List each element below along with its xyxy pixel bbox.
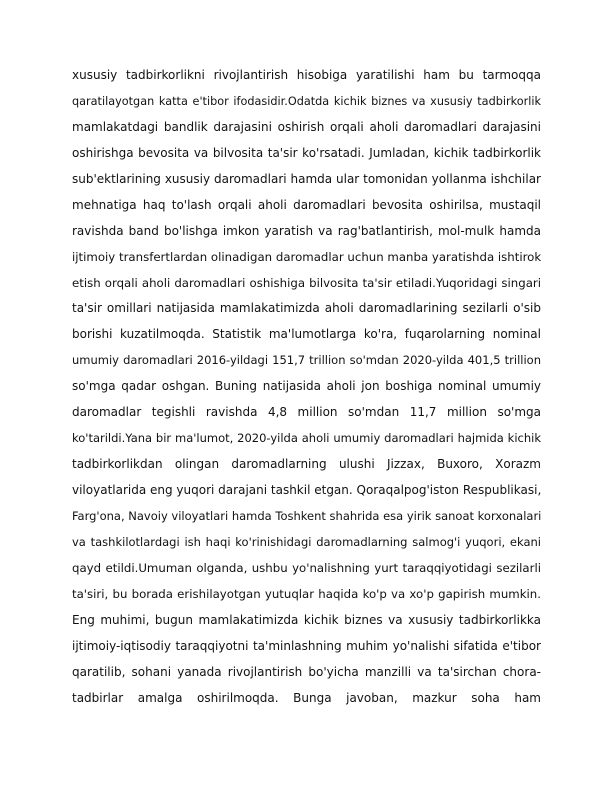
text-line: ijtimoiy transfertlardan olinadigan daromadlar uchun manba yaratishda ishtirok — [72, 249, 541, 264]
text-line: Eng muhimi, bugun mamlakatimizda kichik biznes va xususiy tadbirkorlikka — [72, 612, 541, 627]
text-line: tadbirkorlikdan olingan daromadlarning ulushi Jizzax, Buxoro, Xorazm — [72, 457, 541, 472]
text-line: va tashkilotlardagi ish haqi ko'rinishidagi daromadlarning salmog'i yuqori, ekani — [72, 534, 541, 549]
text-line: sub'ektlarining xususiy daromadlari hamda ular tomonidan yollanma ishchilar — [72, 171, 541, 186]
text-line: ijtimoiy-iqtisodiy taraqqiyotni ta'minlashning muhim yo'nalishi sifatida e'tibor — [72, 638, 541, 653]
text-line: qaratilayotgan katta e'tibor ifodasidir.Odatda kichik biznes va xususiy tadbirkorlik — [72, 94, 541, 108]
text-line: so'mga qadar oshgan. Buning natijasida aholi jon boshiga nominal umumiy — [72, 379, 541, 394]
text-line: ta'siri, bu borada erishilayotgan yutuqlar haqida ko'p va xo'p gapirish mumkin. — [72, 586, 541, 601]
text-line: qaratilib, sohani yanada rivojlantirish bo'yicha manzilli va ta'sirchan chora- — [72, 664, 541, 679]
text-line: mamlakatdagi bandlik darajasini oshirish orqali aholi daromadlari darajasini — [72, 119, 541, 134]
text-line: borishi kuzatilmoqda. Statistik ma'lumotlarga ko'ra, fuqarolarning nominal — [72, 327, 541, 342]
text-line: daromadlar tegishli ravishda 4,8 million so'mdan 11,7 million so'mga — [72, 405, 541, 420]
text-line: ko'tarildi.Yana bir ma'lumot, 2020-yilda aholi umumiy daromadlari hajmida kichik — [72, 431, 541, 446]
text-line: Farg'ona, Navoiy viloyatlari hamda Toshkent shahrida esa yirik sanoat korxonalari — [72, 508, 541, 523]
text-line: qayd etildi.Umuman olganda, ushbu yo'nalishning yurt taraqqiyotidagi sezilarli — [72, 560, 541, 575]
text-line: umumiy daromadlari 2016-yildagi 151,7 trillion so'mdan 2020-yilda 401,5 trillion — [72, 353, 541, 368]
text-line: viloyatlarida eng yuqori darajani tashkil etgan. Qoraqalpog'iston Respublikasi, — [72, 483, 541, 497]
text-line: tadbirlar amalga oshirilmoqda. Bunga javoban, mazkur soha ham — [72, 690, 541, 705]
text-line: ta'sir omillari natijasida mamlakatimizda aholi daromadlarining sezilarli o'sib — [72, 301, 541, 316]
text-line: oshirishga bevosita va bilvosita ta'sir ko'rsatadi. Jumladan, kichik tadbirkorlik — [72, 145, 541, 160]
text-line: etish orqali aholi daromadlari oshishiga bilvosita ta'sir etiladi.Yuqoridagi singari — [72, 275, 541, 290]
text-line: mehnatiga haq to'lash orqali aholi daromadlari bevosita oshirilsa, mustaqil — [72, 197, 541, 212]
body-paragraph — [72, 63, 541, 711]
text-line: ravishda band bo'lishga imkon yaratish va rag'batlantirish, mol-mulk hamda — [72, 223, 541, 238]
text-line: xususiy tadbirkorlikni rivojlantirish hisobiga yaratilishi ham bu tarmoqqa — [72, 68, 541, 82]
